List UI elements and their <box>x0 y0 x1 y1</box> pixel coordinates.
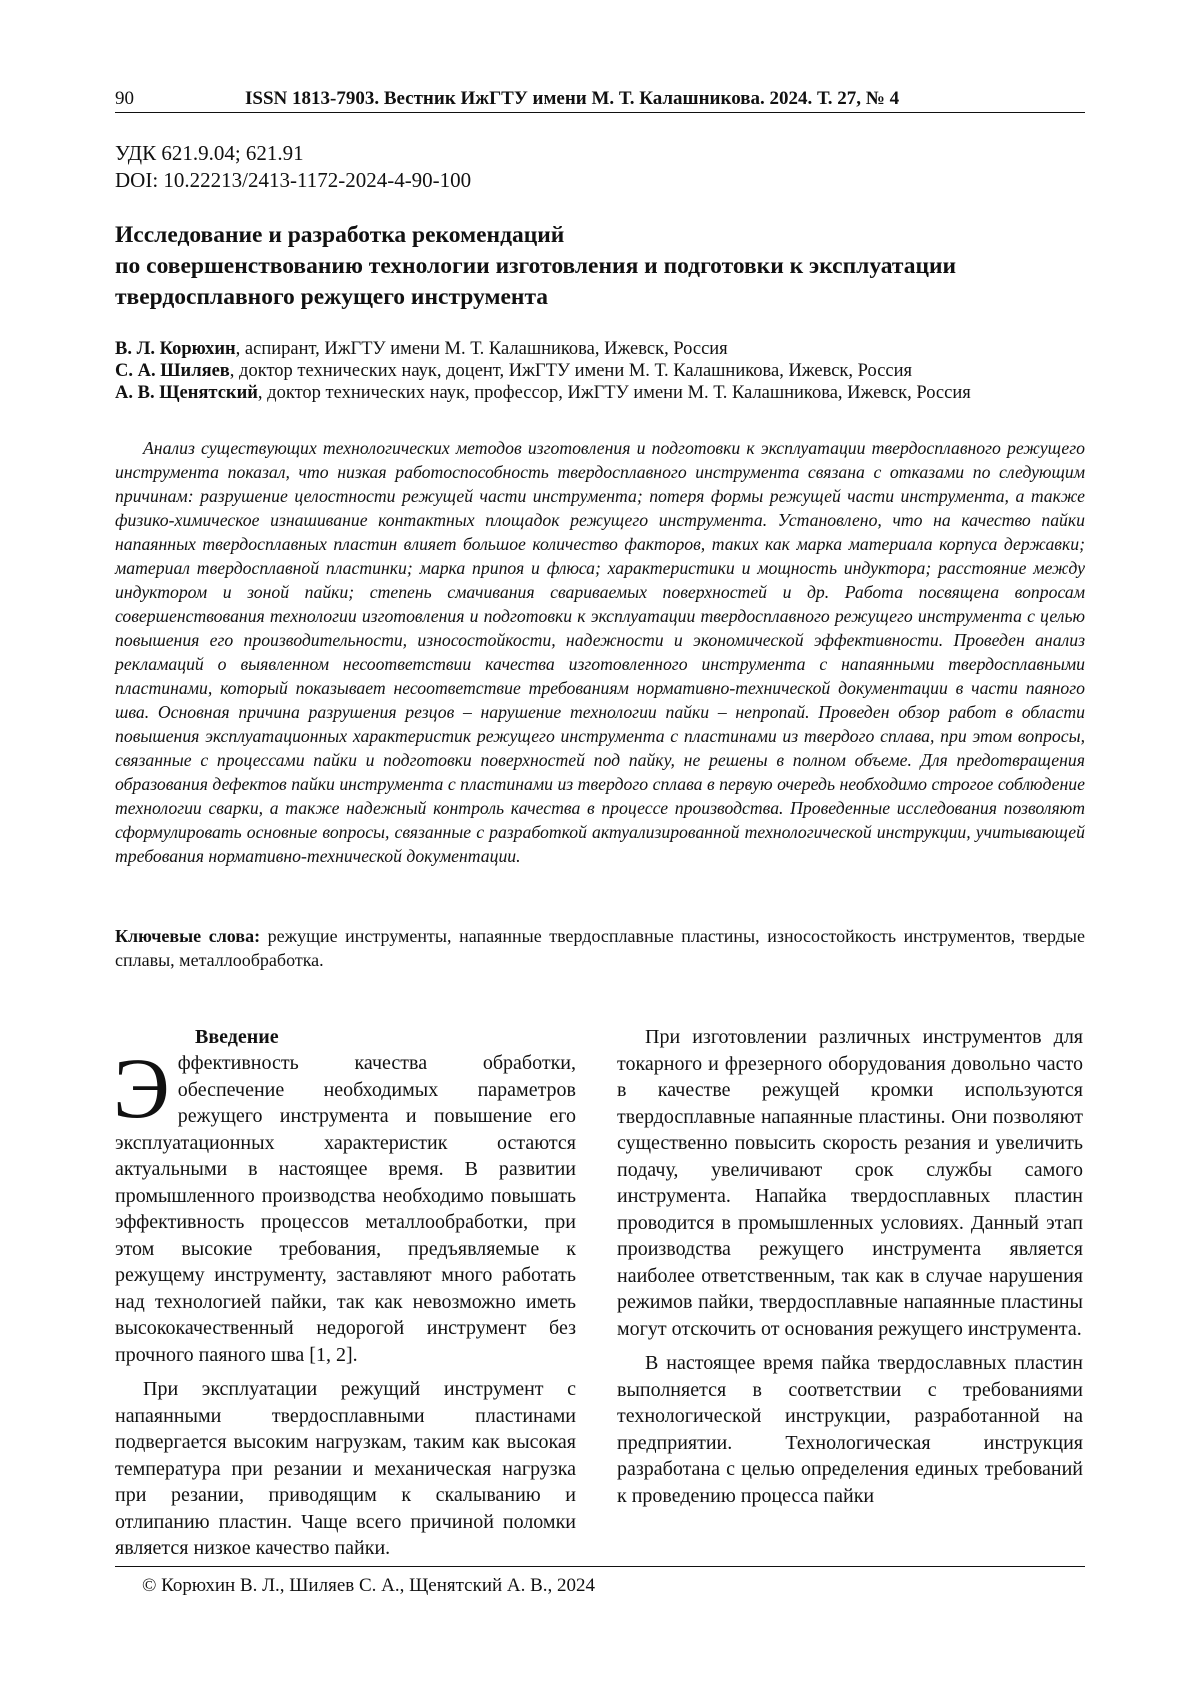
body-column-left <box>115 1024 576 1570</box>
author-name: В. Л. Корюхин <box>115 339 236 359</box>
article-identifiers <box>115 140 471 194</box>
copyright-notice: © Корюхин В. Л., Шиляев С. А., Щенятский А. В., 2024 <box>142 1575 596 1596</box>
article-title <box>115 220 1105 313</box>
section-heading-introduction: Введение <box>195 1026 279 1048</box>
body-paragraph: При изготовлении различных инструментов для токарного и фрезерного оборудования довольно часто в качестве режущей кромки используются твердосплавные напаянные пластины. Они позволяют существенно повысить скорость резания и увеличить подачу, увеличивают срок службы самого инструмента. Напайка твердосплавных пластин проводится в промышленных условиях. Данный этап производства режущего инструмента является наиболее ответственным, так как в случае нарушения режимов пайки, твердосплавные напаянные пластины могут отскочить от основания режущего инструмента. <box>617 1026 1083 1340</box>
author-affiliation: , аспирант, ИжГТУ имени М. Т. Калашникова, Ижевск, Россия <box>235 339 728 359</box>
title-line: Исследование и разработка рекомендаций <box>115 222 565 248</box>
author-row <box>115 360 1105 382</box>
journal-title: ISSN 1813-7903. Вестник ИжГТУ имени М. Т. Калашникова. 2024. Т. 27, № 4 <box>245 88 900 109</box>
author-affiliation: , доктор технических наук, профессор, ИжГТУ имени М. Т. Калашникова, Ижевск, Россия <box>257 383 971 403</box>
drop-cap: Э <box>113 1040 170 1136</box>
keywords-label: Ключевые слова: <box>115 926 261 946</box>
body-column-right <box>617 1024 1083 1517</box>
author-row <box>115 382 1105 404</box>
author-name: А. В. Щенятский <box>115 383 258 403</box>
title-line: твердосплавного режущего инструмента <box>115 284 549 310</box>
author-list <box>115 338 1105 404</box>
footer-divider <box>115 1566 1085 1567</box>
body-paragraph: При эксплуатации режущий инструмент с напаянными твердосплавными пластинами подвергается высоким нагрузкам, таким как высокая температура при резании и механическая нагрузка при резании, приводящим к скалыванию и отлипанию пластин. Чаще всего причиной поломки является низкое качество пайки. <box>115 1378 576 1559</box>
keywords-text: режущие инструменты, напаянные твердосплавные пластины, износостойкость инструментов, твердые сплавы, металлообработка. <box>115 926 1086 970</box>
body-paragraph: В настоящее время пайка твердославных пластин выполняется в соответствии с требованиями технологической инструкции, разработанной на предприятии. Технологическая инструкция разработана с целью определения единых требований к проведению процесса пайки <box>617 1352 1083 1507</box>
title-line: по совершенствованию технологии изготовления и подготовки к эксплуатации <box>115 253 957 279</box>
abstract: Анализ существующих технологических методов изготовления и подготовки к эксплуатации твердосплавного режущего инструмента показал, что низкая работоспособность твердосплавного инструмента связана с отказами по следующим причинам: разрушение целостности режущей части инструмента; потеря формы режущей части инструмента, а также физико-химическое изнашивание контактных площадок режущего инструмента. Установлено, что на качество пайки напаянных твердосплавных пластин влияет большое количество факторов, таких как марка материала корпуса державки; материал твердосплавной пластинки; марка припоя и флюса; характеристики и мощность индуктора; расстояние между индуктором и зоной пайки; степень смачивания свариваемых поверхностей и др. Работа посвящена вопросам совершенствования технологии изготовления и подготовки к эксплуатации твердосплавного режущего инструмента с целью повышения его производительности, износостойкости, надежности и экономической эффективности. Проведен анализ рекламаций о выявленном несоответствии качества изготовленного инструмента с напаянными твердосплавными пластинами, который показывает несоответствие требованиям нормативно-технической документации в части паяного шва. Основная причина разрушения резцов – нарушение технологии пайки – непропай. Проведен обзор работ в области повышения эксплуатационных характеристик режущего инструмента с пластинами из твердого сплава, при этом вопросы, связанные с процессами пайки и подготовки поверхностей под пайку, не решены в полном объеме. Для предотвращения образования дефектов пайки инструмента с пластинами из твердого сплава в первую очередь необходимо строгое соблюдение технологии сварки, а также надежный контроль качества в процессе производства. Проведенные исследования позволяют сформулировать основные вопросы, связанные с разработкой актуализированной технологической инструкции, учитывающей требования нормативно-технической документации. <box>115 438 1085 866</box>
doi: DOI: 10.22213/2413-1172-2024-4-90-100 <box>115 168 472 192</box>
keywords <box>115 924 1085 972</box>
author-row <box>115 338 1105 360</box>
author-name: С. А. Шиляев <box>115 361 230 381</box>
running-header <box>115 86 1085 113</box>
body-paragraph: ффективность качества обработки, обеспечение необходимых параметров режущего инструмента и повышение его эксплуатационных характеристик остаются актуальными в настоящее время. В развитии промышленного производства необходимо повышать эффективность процессов металлообработки, при этом высокие требования, предъявляемые к режущему инструменту, заставляют много работать над технологией пайки, так как невозможно иметь высококачественный недорогой инструмент без прочного паяного шва [1, 2]. <box>115 1052 576 1366</box>
page-number: 90 <box>115 88 134 109</box>
udc-code: УДК 621.9.04; 621.91 <box>115 141 304 165</box>
author-affiliation: , доктор технических наук, доцент, ИжГТУ имени М. Т. Калашникова, Ижевск, Россия <box>229 361 913 381</box>
